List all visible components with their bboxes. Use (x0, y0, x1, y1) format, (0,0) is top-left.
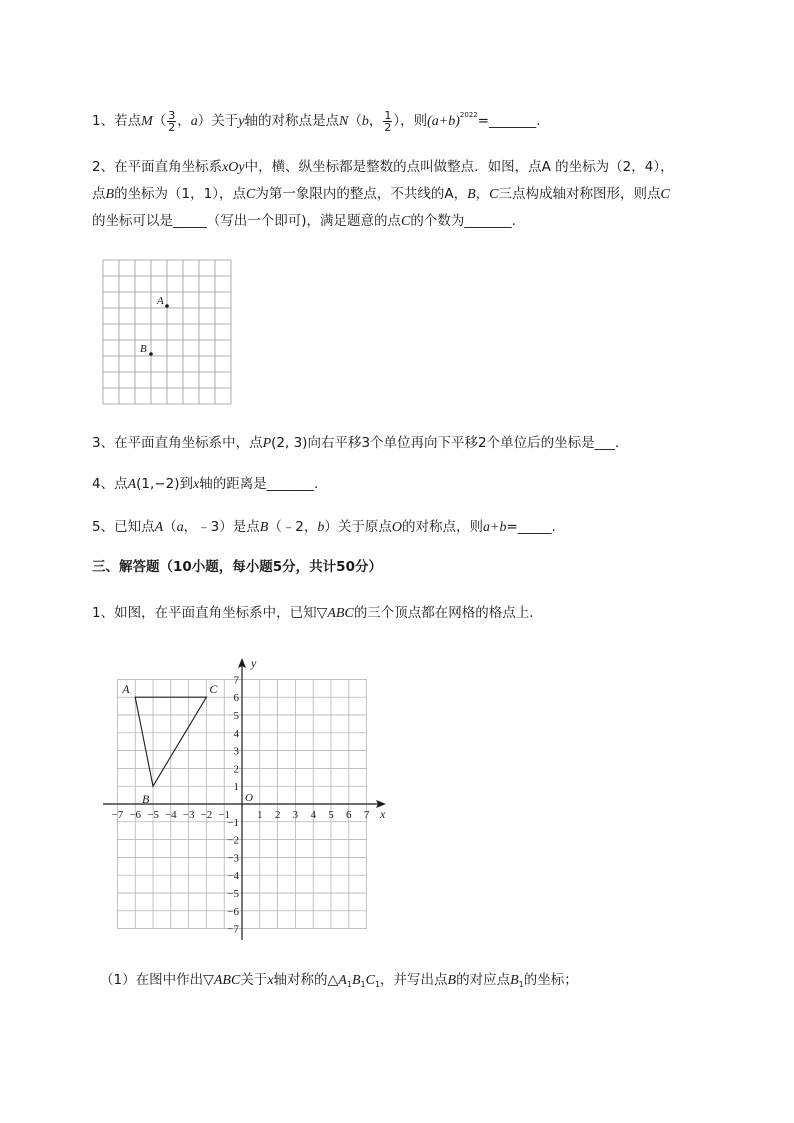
frac-num: 1 (384, 108, 392, 122)
x-tick-label: −5 (147, 809, 159, 821)
q1-exponent: 2022 (459, 111, 478, 119)
q5-text: ，﹣3）是点 (183, 519, 260, 535)
q1-expr: (a+b) (427, 114, 460, 129)
x-tick-label: 2 (274, 809, 281, 821)
x-axis-label: x (380, 807, 386, 821)
q4-var-x: x (192, 477, 200, 492)
sub-1: 1 (518, 980, 524, 989)
q1-var-b: b (361, 114, 369, 129)
q1-text-mid2: 轴的对称点是点 (244, 113, 339, 129)
s1q1-text: 轴对称的 (273, 972, 328, 988)
s1q1-var: C (365, 973, 375, 988)
q1-blank: =_______. (477, 113, 541, 129)
q4-text: (1,−2)到 (136, 476, 193, 492)
q5-var: b (317, 520, 325, 535)
q2-text: 的坐标为（1，1），点 (114, 186, 246, 202)
q1-text: 1、若点 (92, 113, 142, 129)
q4-text: 4、点 (92, 476, 128, 492)
x-tick-label: 3 (292, 809, 299, 821)
q2-var-xoy: xOy (222, 160, 245, 175)
point-b (149, 352, 153, 356)
q5-var: a (176, 520, 184, 535)
point-a (165, 304, 169, 308)
q2-text: 的坐标可以是_____（写出一个即可)，满足题意的点 (92, 213, 402, 229)
sub-1: 1 (374, 980, 381, 989)
q5-var: A (154, 520, 164, 535)
q1-var-n: N (338, 114, 349, 129)
y-axis-label: y (251, 656, 257, 670)
s1q1-triangle-sym: △A (327, 973, 347, 988)
q2-text: 2、在平面直角坐标系 (92, 159, 223, 175)
point-label-c: C (209, 682, 218, 697)
x-tick-label: −6 (129, 809, 142, 821)
q1-fraction-3-2 (167, 110, 176, 133)
frac-num: 3 (168, 108, 176, 122)
problem-1-part-1 (100, 970, 578, 995)
x-tick-label: 7 (363, 809, 370, 821)
y-tick-label: 3 (233, 745, 239, 758)
q2-text: 三点构成轴对称图形，则点 (498, 186, 661, 202)
q5-var: O (391, 520, 403, 535)
s1q1-text: 的坐标； (523, 972, 578, 988)
x-tick-label: 4 (310, 809, 316, 821)
question-4 (92, 474, 318, 495)
q3-text: (2, 3)向右平移3个单位再向下平移2个单位后的坐标是___. (271, 435, 620, 451)
q2-var-c: C (489, 187, 499, 202)
q1-text-mid: ）关于 (197, 113, 239, 129)
y-tick-label: 5 (233, 710, 239, 722)
x-tick-labels (112, 809, 370, 821)
s1q1-text: 关于 (240, 972, 268, 988)
q3-var-p: P (262, 436, 272, 451)
q2-text: 点 (92, 186, 106, 202)
s1-triangle: ▽ABC (316, 606, 354, 621)
problem-1 (92, 603, 543, 624)
x-tick-label: 5 (328, 809, 334, 821)
x-tick-label: 6 (346, 809, 352, 821)
y-tick-label: −6 (227, 905, 239, 918)
s1q1-var-x: x (267, 973, 274, 988)
point-label-a: A (122, 682, 130, 697)
q5-text: =_____. (506, 519, 556, 535)
y-tick-label: −1 (227, 816, 239, 829)
s1-text: 的三个顶点都在网格的格点上． (353, 605, 543, 621)
q4-var-a: A (127, 477, 137, 492)
origin-label: O (245, 792, 253, 804)
q2-var-c: C (401, 214, 411, 229)
x-tick-label: −3 (182, 809, 195, 821)
section-3-heading: 三、解答题（10小题，每小题5分，共计50分） (92, 559, 382, 575)
point-label-b: B (142, 792, 150, 807)
q2-var-b: B (105, 187, 115, 202)
q2-text: ， (475, 186, 490, 202)
q5-var: a+b (483, 520, 507, 535)
q1-paren2: （ (348, 113, 362, 129)
s1q1-var-b: B (447, 973, 457, 988)
q1-var-y: y (238, 114, 245, 129)
y-tick-label: 4 (233, 727, 239, 740)
question-1 (92, 105, 541, 133)
q2-text: 的个数为_______. (410, 213, 516, 229)
question-3 (92, 433, 619, 454)
question-2-line-1 (92, 157, 674, 178)
y-tick-label: 6 (233, 692, 239, 705)
point-b-label: B (140, 343, 147, 355)
y-tick-label: 7 (233, 674, 239, 687)
q2-var-c: C (246, 187, 256, 202)
sub-1: 1 (360, 980, 366, 989)
q2-text: 为第一象限内的整点，不共线的A， (255, 186, 468, 202)
q2-var-b: B (467, 187, 476, 202)
x-tick-label: −2 (200, 809, 213, 821)
q1-var-a: a (190, 114, 198, 129)
s1-text: 1、如图，在平面直角坐标系中，已知 (92, 605, 317, 621)
q5-var: B (259, 520, 269, 535)
question-2-line-2 (92, 184, 670, 205)
question-5 (92, 517, 556, 538)
q5-text: （﹣2， (268, 519, 318, 535)
question-2-line-3 (92, 211, 516, 232)
y-tick-label: −7 (227, 923, 239, 936)
s1q1-text: 的对应点 (456, 972, 511, 988)
y-tick-label: −2 (227, 834, 239, 847)
q5-text: （ (163, 519, 177, 535)
y-tick-label: 2 (233, 763, 239, 776)
y-tick-label: −3 (227, 852, 239, 865)
point-a-label: A (157, 295, 164, 307)
s1q1-var-b1: B (510, 973, 519, 988)
q4-text: 轴的距离是_______. (199, 476, 319, 492)
q1-fraction-1-2 (383, 110, 392, 133)
x-tick-label: −1 (218, 809, 231, 821)
s1q1-text: ，并写出点 (380, 972, 448, 988)
y-tick-labels (227, 674, 239, 935)
q3-text: 3、在平面直角坐标系中，点 (92, 435, 263, 451)
x-tick-label: −7 (111, 809, 124, 821)
s1q1-triangle: ▽ABC (203, 973, 241, 988)
q5-text: 5、已知点 (92, 519, 155, 535)
s1q1-text: （1）在图中作出 (100, 972, 204, 988)
x-tick-label: −4 (164, 809, 177, 821)
q5-text: ）关于原点 (324, 519, 392, 535)
q1-sep2: ， (368, 113, 383, 129)
sub-1: 1 (346, 980, 352, 989)
q1-paren: （ (152, 113, 167, 129)
q5-text: 的对称点，则 (402, 519, 484, 535)
q2-text: 中，横、纵坐标都是整数的点叫做整点．如图，点A 的坐标为（2，4）， (244, 159, 674, 175)
q1-sep: ， (177, 113, 191, 129)
frac-den: 2 (168, 120, 176, 134)
frac-den: 2 (384, 120, 392, 134)
q2-grid-figure (100, 257, 234, 405)
q1-var-m: M (141, 114, 153, 129)
small-grid-lines (103, 260, 231, 404)
q2-var-c: C (660, 187, 670, 202)
y-tick-label: −5 (227, 888, 239, 900)
s1q1-var: B (351, 973, 361, 988)
coordinate-plane-figure (100, 655, 395, 945)
y-tick-label: 1 (233, 781, 239, 794)
y-tick-label: −4 (227, 870, 239, 883)
q1-text-then: ），则 (393, 113, 428, 129)
x-tick-label: 1 (257, 809, 263, 821)
